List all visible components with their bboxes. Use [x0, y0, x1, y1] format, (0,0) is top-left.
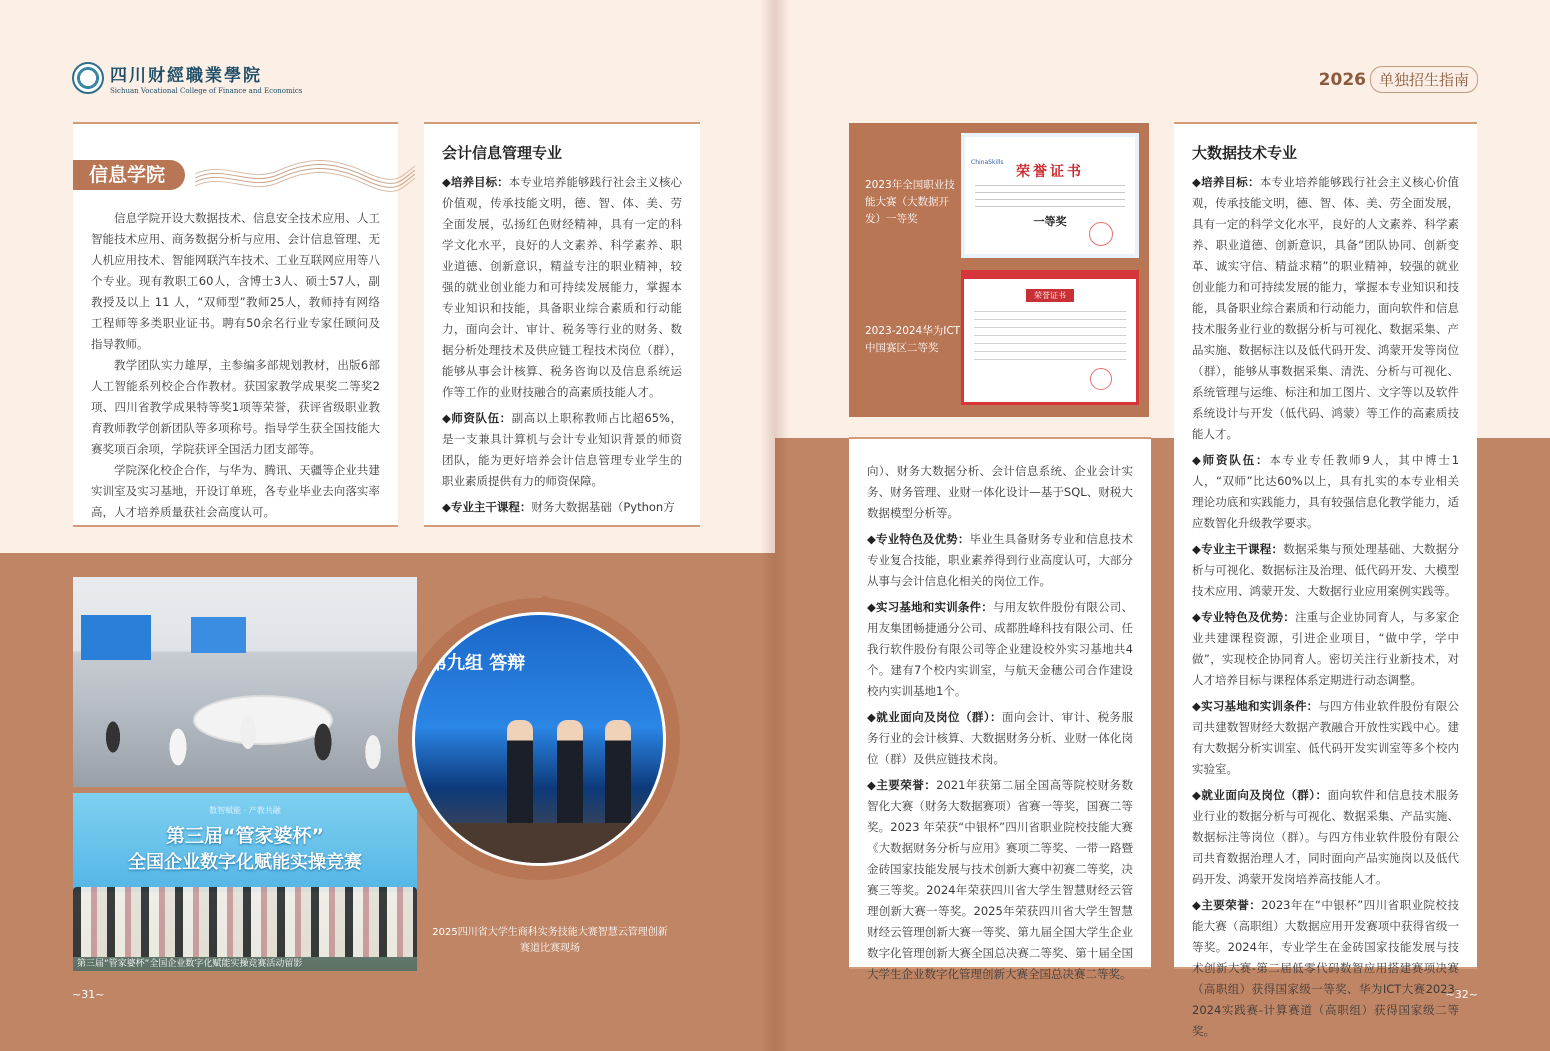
bigdata-jobs: ◆就业面向及岗位（群）：面向软件和信息技术服务业行业的数据分析与可视化、数据采集、产品实施、数据标注等岗位（群）。与四方伟业软件股份有限公司共育数据治理人才，同时面向产品实施岗以及低代码开发、鸿蒙开发岗培养高技能人才。	[1192, 788, 1460, 886]
award-certificate-1	[961, 133, 1139, 258]
accounting-title: 会计信息管理专业	[442, 144, 563, 162]
banner-line-1: 第三届“管家婆杯”	[166, 825, 324, 847]
cert1-title: 荣誉证书	[1016, 164, 1084, 180]
accounting-jobs: ◆就业面向及岗位（群）：面向会计、审计、税务服务行业的会计核算、大数据财务分析、业财一体化岗位（群）及供应链技术岗。	[867, 710, 1134, 766]
accounting-major-box	[424, 122, 700, 527]
defense-screen-title: 第九组 答辩	[429, 653, 526, 674]
seal-icon	[1089, 222, 1113, 246]
school-name-en: Sichuan Vocational College of Finance and Economics	[110, 87, 303, 95]
school-logo	[72, 61, 302, 95]
bigdata-faculty: ◆师资队伍：本专业专任教师9人，其中博士1人，“双师”比达60%以上，具有扎实的本专业相关理论功底和实践能力，具有较强信息化教学能力，适应数智化升级教学要求。	[1192, 453, 1460, 530]
award-panel	[849, 123, 1149, 417]
competition-group-photo	[73, 793, 417, 971]
defense-photo-frame	[398, 598, 680, 880]
banner-slogan: 数智赋能 · 产教共融	[209, 806, 281, 815]
college-intro-box	[73, 122, 398, 527]
group-photo-caption: 第三届“管家婆杯”全国企业数字化赋能实操竞赛活动留影	[73, 957, 417, 971]
bigdata-major-box	[1174, 122, 1477, 1038]
college-paragraph-3: 学院深化校企合作，与华为、腾讯、天疆等企业共建实训室及实习基地，开设订单班，各专业毕业去向落实率高，人才培养质量获社会高度认可。	[91, 463, 380, 519]
bigdata-title: 大数据技术专业	[1192, 144, 1298, 162]
college-paragraph-2: 教学团队实力雄厚，主参编多部规划教材，出版6部人工智能系列校企合作教材。获国家教学成果奖二等奖2项、四川省教学成果特等奖1项等荣誉，获评省级职业教育教师教学创新团队等多项称号。指导学生获全国技能大赛奖项百余项，学院获评全国活力团支部等。	[91, 358, 380, 456]
chinaskills-logo: ChinaSkills	[971, 159, 1004, 166]
accounting-base: ◆实习基地和实训条件：与用友软件股份有限公司、用友集团畅捷通分公司、成都胜峰科技有限公司、任我行软件股份有限公司等企业建设校外实习基地共4个。建有7个校内实训室，与航天金穗公司合作建设校内实训基地1个。	[867, 600, 1133, 698]
school-name-cn: 四川财經職業學院	[110, 66, 262, 86]
accounting-honors: ◆主要荣誉：2021年获第二届全国高等院校财务数智化大赛（财务大数据赛项）省赛一等奖，国赛二等奖。2023 年荣获“中银杯”四川省职业院校技能大赛《大数据财务分析与应用》赛项二等奖、一带一路暨金砖国家技能发展与技术创新大赛中初赛二等奖，决赛三等奖。2024年荣获四川省大学生智慧财经云管理创新大赛一等奖。2025年荣获四川省大学生智慧财经云管理创新大赛一等奖、第九届全国大学生企业数字化管理创新大赛全国总决赛二等奖、第十届全国大学生企业数字化管理创新大赛全国总决赛二等奖。	[867, 778, 1134, 981]
guide-year: 2026	[1318, 69, 1366, 90]
award-certificate-2	[961, 270, 1139, 405]
college-tag	[73, 160, 380, 190]
accounting-major-box-continued	[849, 437, 1151, 981]
seal-icon	[1090, 368, 1112, 390]
accounting-goal: ◆培养目标：本专业培养能够践行社会主义核心价值观，传承技能文明，德、智、体、美、劳全面发展，弘扬红色财经精神，具有一定的科学文化水平，良好的人文素养、科学素养、职业道德、创新意识，精益专注的职业精神，较强的就业创业能力和可持续发展能力，掌握本专业知识和技能，具备职业综合素质和行动能力，面向会计、审计、税务等行业的财务、数据分析处理技术及供应链工程技术岗位（群），能够从事会计核算、税务咨询以及信息系统运作等工作的业财技融合的高素质技能人才。	[442, 175, 683, 399]
bigdata-honors: ◆主要荣誉：2023年在“中银杯”四川省职业院校技能大赛（高职组）大数据应用开发赛项中获得省级一等奖。2024年，专业学生在金砖国家技能发展与技术创新大赛-第二届低零代码数智应用搭建赛项决赛（高职组）获得国家级一等奖、华为ICT大赛2023-2024实践赛-计算赛道（高职组）获得国家级二等奖。	[1192, 898, 1460, 1038]
award-label-1: 2023年全国职业技能大赛（大数据开发）一等奖	[865, 179, 955, 225]
accounting-courses-continued: 向）、财务大数据分析、会计信息系统、企业会计实务、财务管理、业财一体化设计—基于SQL、财税大数据模型分析等。	[867, 464, 1133, 520]
banner-line-2: 全国企业数字化赋能实操竞赛	[128, 852, 362, 873]
school-seal-icon	[72, 62, 104, 94]
bigdata-courses: ◆专业主干课程：数据采集与预处理基础、大数据分析与可视化、数据标注及治理、低代码开发、大模型技术应用、鸿蒙开发、大数据行业应用案例实践等。	[1192, 542, 1459, 598]
page-number-left: ~31~	[72, 988, 105, 1001]
guide-header	[1319, 66, 1478, 93]
defense-photo	[412, 612, 666, 866]
college-tag-label: 信息学院	[73, 160, 185, 190]
guide-title: 单独招生指南	[1370, 66, 1478, 93]
college-paragraph-1: 信息学院开设大数据技术、信息安全技术应用、人工智能技术应用、商务数据分析与应用、会计信息管理、无人机应用技术、智能网联汽车技术、工业互联网应用等八个专业。现有教职工60人，含博士3人、硕士57人，副教授及以上 11 人，“双师型”教师25人，教师持有网络工程师等多类职业证书。聘有50余名行业专家任顾问及指导教师。	[91, 211, 380, 351]
bigdata-base: ◆实习基地和实训条件：与四方伟业软件股份有限公司共建数智财经大数据产教融合开放性实践中心。建有大数据分析实训室、低代码开发实训室等多个校内实验室。	[1192, 699, 1459, 776]
accounting-feature: ◆专业特色及优势：毕业生具备财务专业和信息技术专业复合技能，职业素养得到行业高度认可，大部分从事与会计信息化相关的岗位工作。	[867, 532, 1134, 588]
defense-photo-caption: 2025四川省大学生商科实务技能大赛智慧云管理创新赛道比赛现场	[432, 927, 668, 954]
wave-lines-icon	[195, 158, 415, 192]
cert1-grade: 一等奖	[1033, 215, 1067, 228]
award-label-2: 2023-2024华为ICT中国赛区二等奖	[865, 325, 961, 354]
page-number-right: ~32~	[1445, 988, 1478, 1001]
accounting-courses: ◆专业主干课程：财务大数据基础（Python方	[442, 500, 675, 514]
cert2-title: 荣誉证书	[1026, 289, 1074, 302]
page-right	[775, 0, 1550, 1051]
bigdata-goal: ◆培养目标：本专业培养能够践行社会主义核心价值观，传承技能文明，德、智、体、美、劳全面发展，具有一定的科学文化水平，良好的人文素养、科学素养、职业道德、创新意识，具备“团队协同、创新变革、诚实守信、精益求精”的职业精神，较强的就业创业能力和可持续发展的能力，掌握本专业知识和技能，具备职业综合素质和行动能力，面向软件和信息技术服务业行业的数据分析与可视化、数据采集、产品实施、数据标注以及低代码开发、鸿蒙开发等岗位（群），能够从事数据采集、清洗、分析与可视化、系统管理与运维、标注和加工图片、文字等以及软件系统设计与开发（低代码、鸿蒙）等工作的高素质技能人才。	[1192, 175, 1459, 441]
bigdata-feature: ◆专业特色及优势：注重与企业协同育人，与多家企业共建课程资源，引进企业项目，“做中学，学中做”，实现校企协同育人。密切关注行业新技术，对人才培养目标与课程体系定期进行动态调整。	[1192, 610, 1459, 687]
accounting-faculty: ◆师资队伍：副高以上职称教师占比超65%，是一支兼具计算机与会计专业知识背景的师资团队，能为更好培养会计信息管理专业学生的职业素质提供有力的师资保障。	[442, 411, 683, 488]
classroom-photo	[73, 577, 417, 787]
